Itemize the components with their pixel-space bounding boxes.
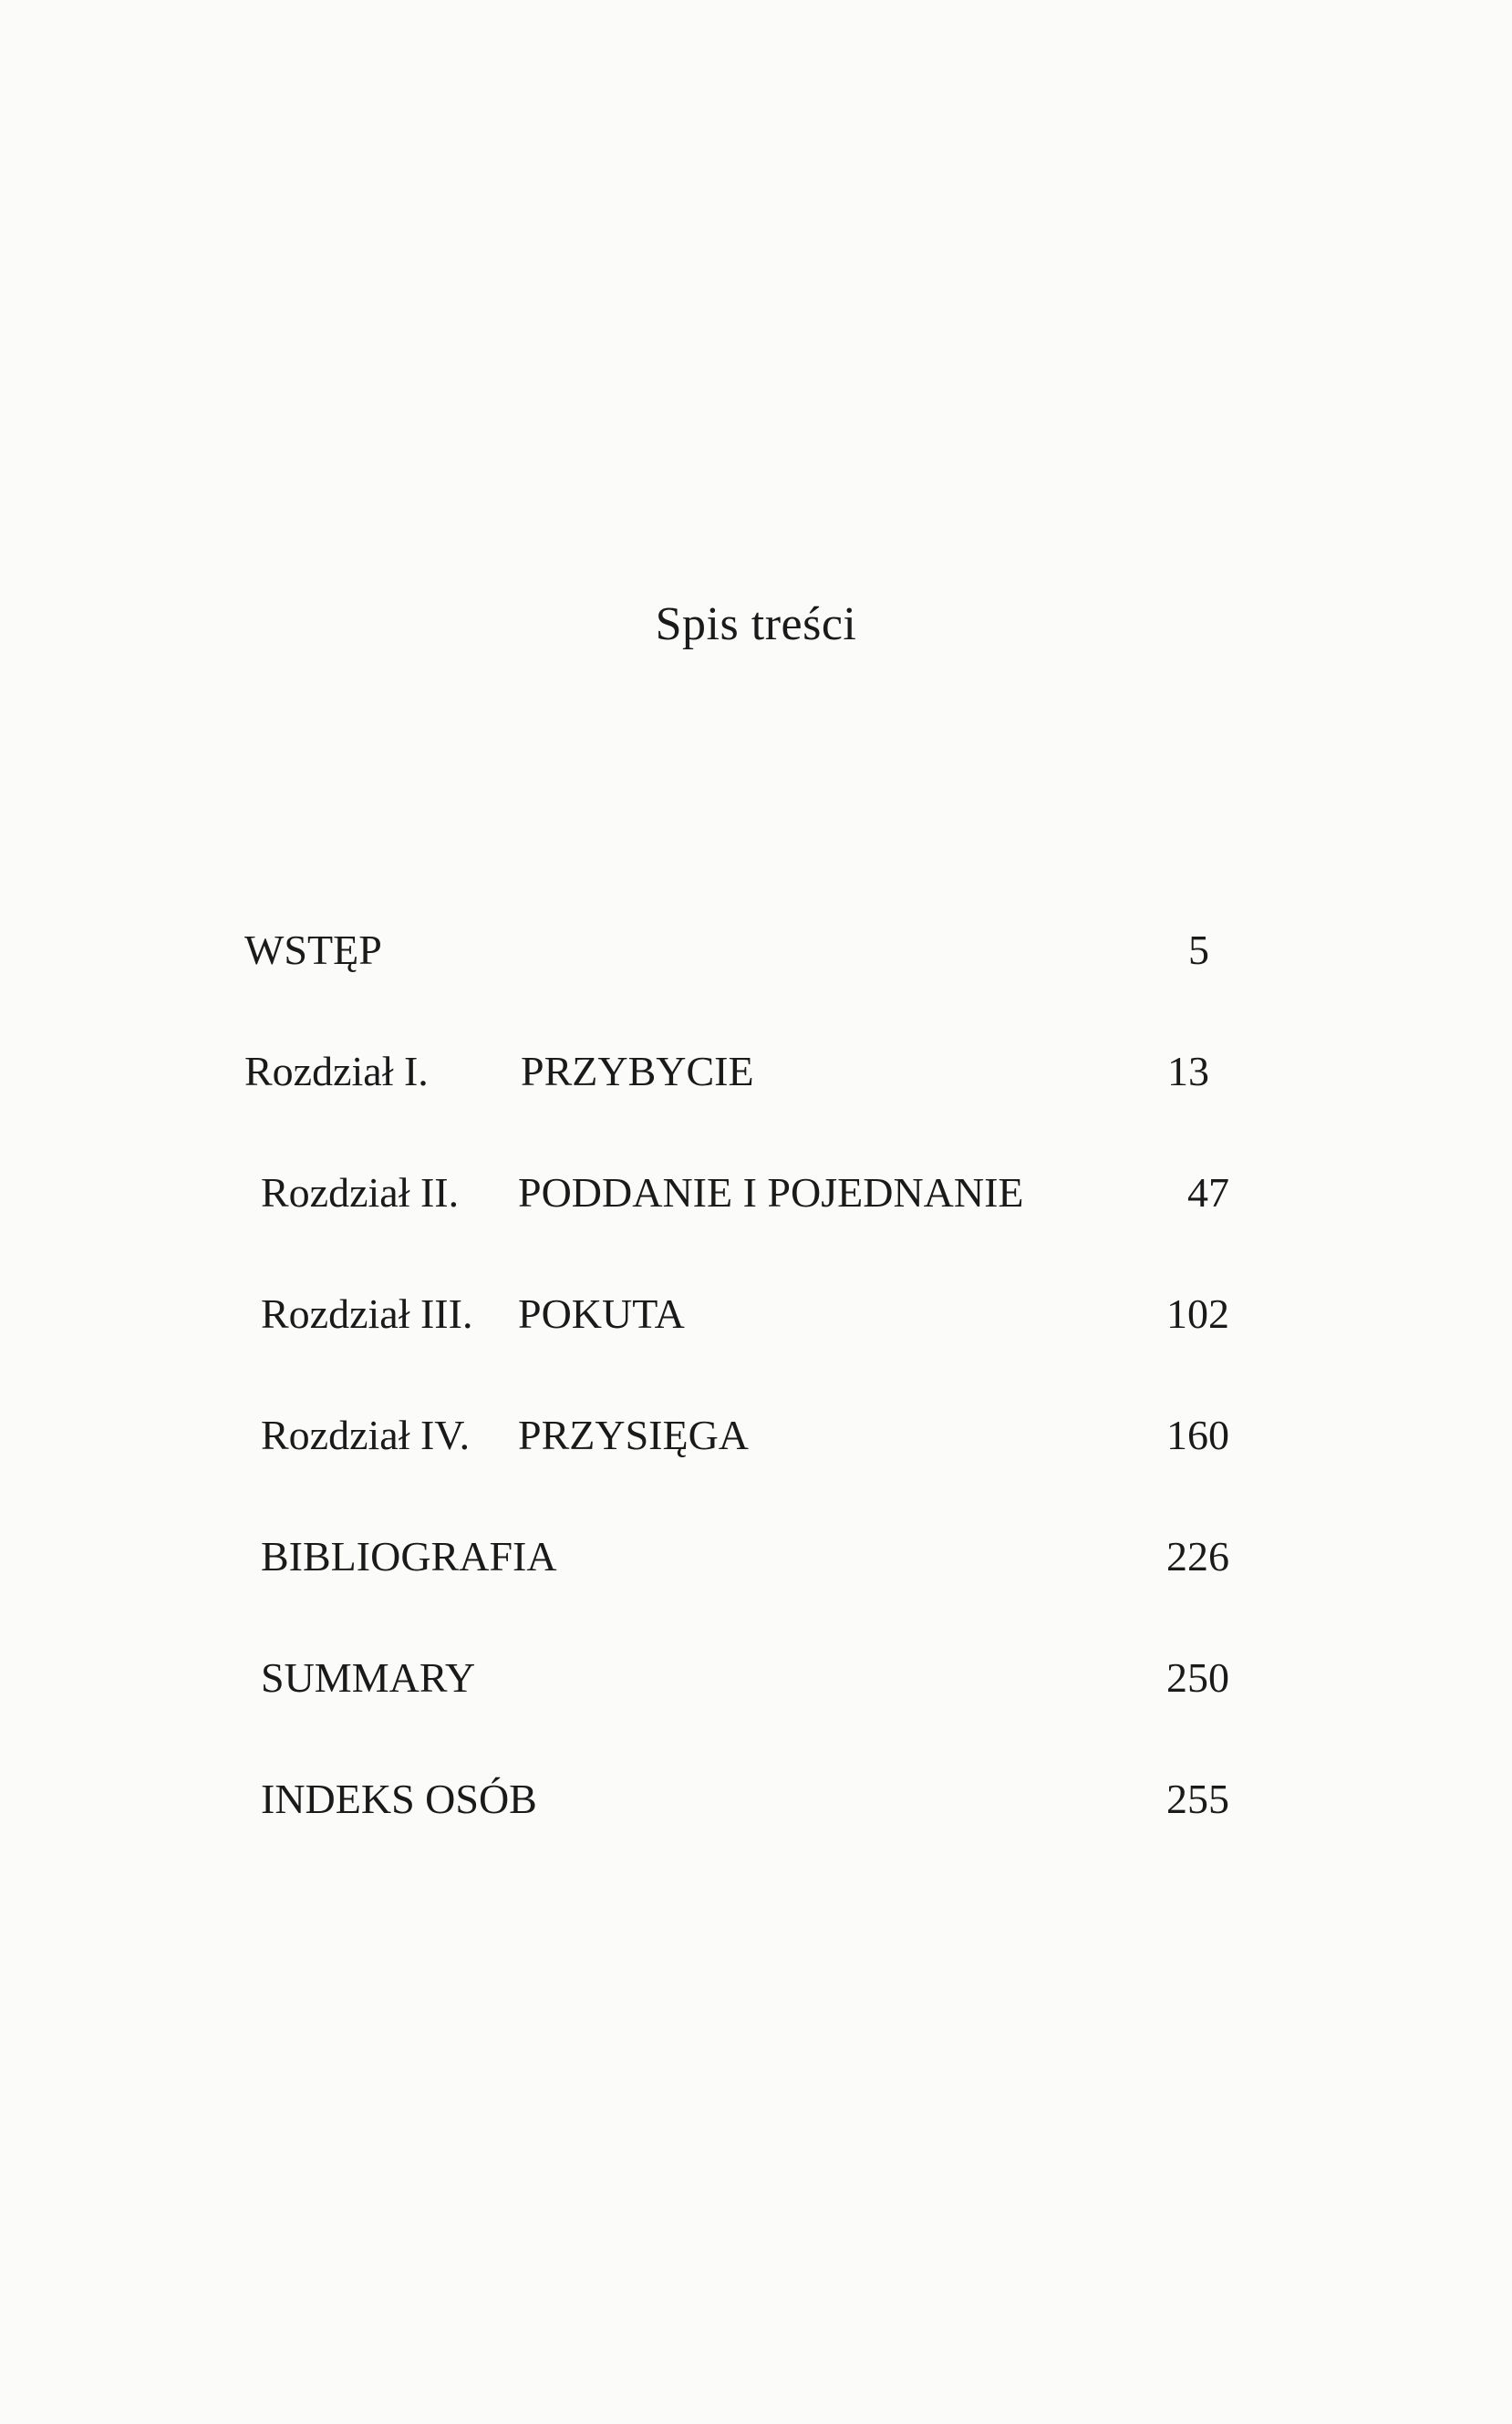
page-title: Spis treści	[655, 598, 857, 650]
toc-chapter-number: Rozdział III.	[261, 1290, 473, 1337]
toc-chapter-heading: PRZYBYCIE	[521, 1048, 754, 1094]
toc-chapter-heading: PRZYSIĘGA	[518, 1412, 750, 1458]
toc-entry-page: 5	[1188, 927, 1209, 973]
toc-entry-page: 102	[1166, 1290, 1229, 1337]
toc-entry-indeks-osob	[244, 1775, 1229, 1896]
toc-entry-chapter-3	[244, 1290, 1229, 1411]
toc-entry-bibliografia	[244, 1532, 1229, 1653]
toc-entry-page: 250	[1166, 1654, 1229, 1701]
toc-entry-page: 13	[1167, 1048, 1209, 1094]
toc-chapter-heading: PODDANIE I POJEDNANIE	[518, 1169, 1024, 1216]
toc-entry-summary	[244, 1653, 1229, 1775]
toc-chapter-heading: POKUTA	[518, 1290, 685, 1337]
toc-entry-label: SUMMARY	[261, 1654, 476, 1701]
toc-entry-chapter-1	[244, 1047, 1229, 1168]
toc-entry-page: 47	[1187, 1169, 1229, 1216]
toc-chapter-number: Rozdział I.	[244, 1048, 429, 1094]
toc-entry-page: 160	[1166, 1412, 1229, 1458]
toc-chapter-number: Rozdział II.	[261, 1169, 460, 1216]
toc-entry-page: 226	[1166, 1533, 1229, 1580]
toc-entry-label: WSTĘP	[244, 927, 382, 973]
toc-chapter-number: Rozdział IV.	[261, 1412, 471, 1458]
toc-entry-chapter-4	[244, 1411, 1229, 1532]
toc-entry-label: BIBLIOGRAFIA	[261, 1533, 557, 1580]
toc-entry-chapter-2	[244, 1168, 1229, 1290]
toc-entry-wstep	[244, 926, 1229, 1047]
table-of-contents	[244, 926, 1229, 1896]
toc-entry-page: 255	[1166, 1776, 1229, 1822]
toc-entry-label: INDEKS OSÓB	[261, 1776, 537, 1822]
